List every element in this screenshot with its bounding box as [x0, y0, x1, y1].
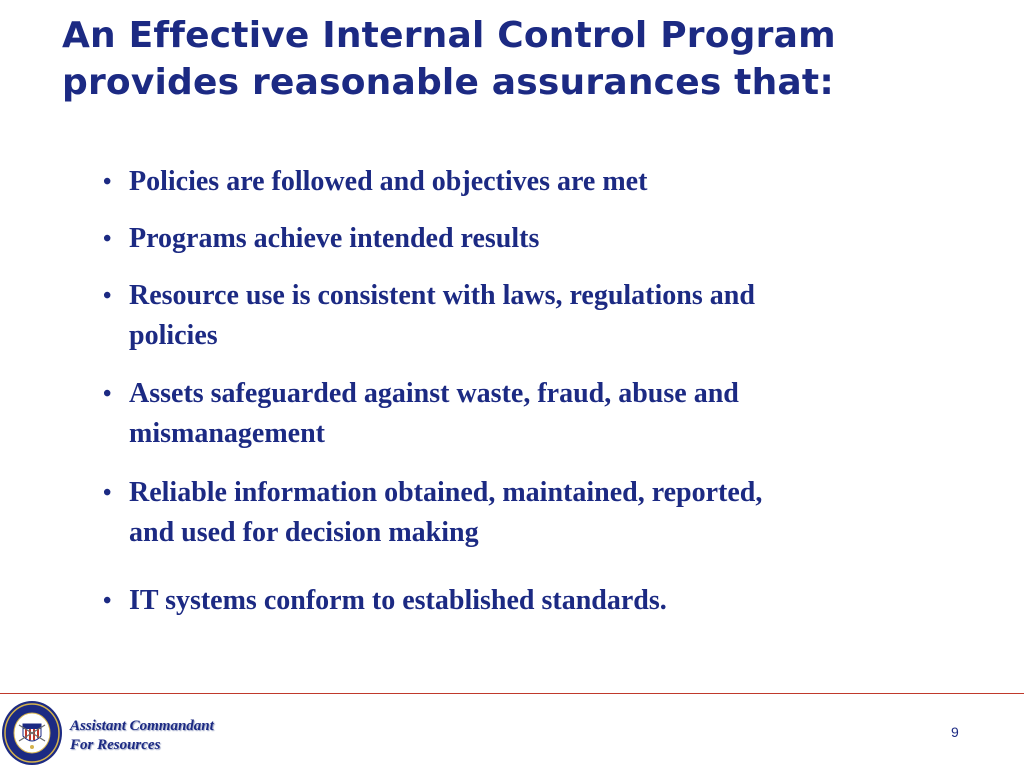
bullet-dot: •	[103, 480, 112, 506]
bullet-item	[103, 374, 903, 454]
bullet-text-line: IT systems conform to established standards.	[129, 585, 667, 616]
bullet-item	[103, 276, 903, 356]
page-number: 9	[951, 724, 959, 740]
bullet-item	[103, 162, 903, 202]
organization-name	[70, 717, 214, 755]
footer-divider	[0, 693, 1024, 694]
bullet-text	[129, 581, 667, 621]
bullet-text-line: and used for decision making	[129, 517, 479, 548]
bullet-dot: •	[103, 381, 112, 407]
bullet-item	[103, 219, 903, 259]
slide-title	[62, 12, 962, 106]
bullet-text	[129, 162, 647, 202]
bullet-text-line: mismanagement	[129, 418, 325, 449]
bullet-item	[103, 581, 903, 621]
bullet-text-line: Programs achieve intended results	[129, 223, 540, 254]
bullet-dot: •	[103, 169, 112, 195]
bullet-text	[129, 219, 539, 259]
bullet-item	[103, 473, 903, 553]
slide-title-line-2: provides reasonable assurances that:	[62, 62, 834, 103]
bullet-dot: •	[103, 226, 112, 252]
bullet-text-line: Assets safeguarded against waste, fraud, abuse and	[129, 378, 739, 409]
bullet-dot: •	[103, 283, 112, 309]
bullet-text-line: policies	[129, 320, 218, 351]
bullet-text	[129, 276, 755, 356]
bullet-text-line: Reliable information obtained, maintained, reported,	[129, 477, 763, 508]
organization-name-line-2: For Resources	[70, 737, 161, 753]
coast-guard-seal-icon	[1, 700, 63, 766]
organization-name-line-1: Assistant Commandant	[70, 718, 214, 734]
bullet-text	[129, 473, 762, 553]
bullet-dot: •	[103, 588, 112, 614]
bullet-text-line: Policies are followed and objectives are met	[129, 166, 648, 197]
bullet-text	[129, 374, 739, 454]
bullet-text-line: Resource use is consistent with laws, regulations and	[129, 280, 755, 311]
slide-title-line-1: An Effective Internal Control Program	[62, 15, 836, 56]
